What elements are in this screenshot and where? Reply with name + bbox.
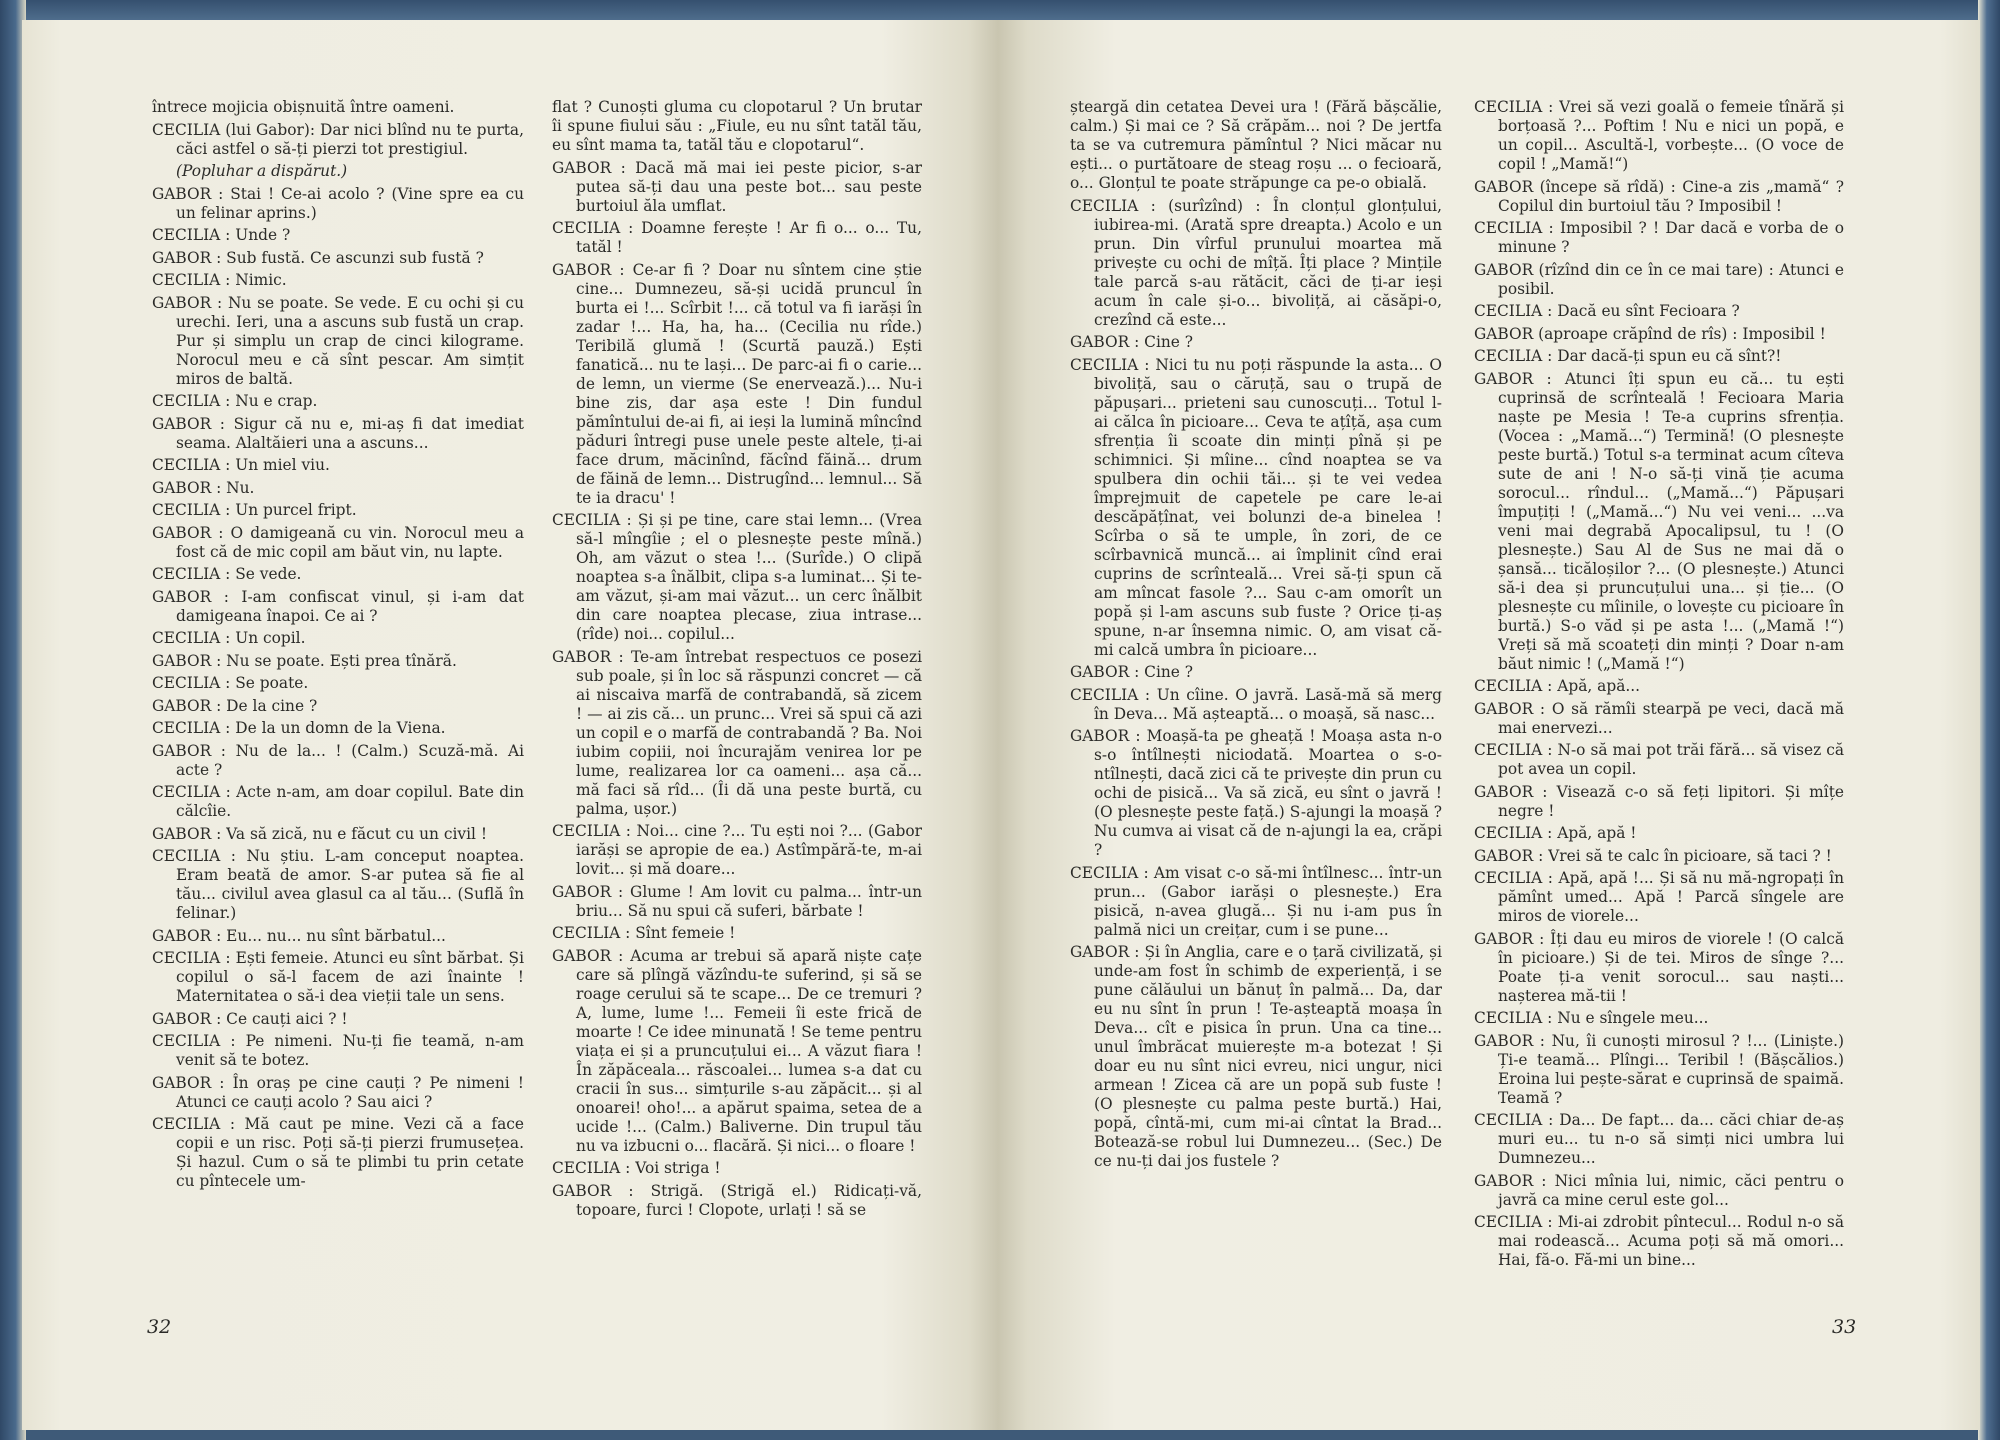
text-paragraph: GABOR : În oraș pe cine cauți ? Pe nimeni ! Atunci ce cauți acolo ? Sau aici ? bbox=[152, 1073, 524, 1111]
text-paragraph: CECILIA : Nu e crap. bbox=[152, 392, 318, 410]
right-page-column-1 bbox=[1070, 98, 1442, 1175]
text-paragraph: CECILIA : Noi... cine ?... Tu ești noi ?... (Gabor iarăși se apropie de ea.) Astîmpără-te, m-ai lovit... și mă doare... bbox=[552, 822, 922, 878]
text-paragraph: CECILIA : Nu e sîngele meu... bbox=[1474, 1009, 1709, 1027]
book-cover-top bbox=[0, 0, 2000, 22]
left-page-column-2 bbox=[552, 98, 922, 1223]
text-paragraph: GABOR : Și în Anglia, care e o țară civilizată, și unde-am fost în schimb de experiență, i se pune călăului un bănuț în palmă... Da, dar eu nu sînt în prun ! Te-așteaptă moașa în Deva... cît e pisica în prun. Una ca tine... unul îmbrăcat muierește m-a botezat ! Și doar eu nu sînt nici evreu, nici ungur, nici armean ! Zicea că are un popă sub fuste ! (O plesnește cu palma peste burtă.) Hai, popă, cîntă-mi, cum mi-ai cîntat la Brad... Botează-se robul lui Dumnezeu... (Sec.) De ce nu-ți dai jos fustele ? bbox=[1070, 943, 1442, 1170]
text-paragraph: GABOR : Nu se poate. Se vede. E cu ochi și cu urechi. Ieri, una a ascuns sub fustă un crap. Pur și simplu un crap de cinci kilograme. Norocul meu e că sînt pescar. Am simțit miros de baltă. bbox=[152, 293, 524, 388]
text-paragraph: CECILIA : Acte n-am, am doar copilul. Bate din călcîie. bbox=[152, 783, 524, 820]
text-paragraph: GABOR : Nu se poate. Ești prea tînără. bbox=[152, 651, 457, 670]
page-number: 32 bbox=[147, 1316, 172, 1338]
text-paragraph: CECILIA : Mă caut pe mine. Vezi că a face copii e un risc. Poți să-ți pierzi frumusețea. Și hazul. Cum o să te plimbi tu prin cetate cu pîntecele um- bbox=[152, 1115, 524, 1190]
text-paragraph: CECILIA : Un purcel fript. bbox=[152, 501, 357, 519]
text-paragraph: CECILIA : Nici tu nu poți răspunde la asta... O bivoliță, sau o căruță, sau o trupă de păpușari... prieteni sau cunoscuți... Totul l-ai călca în picioare... Ceva te ațîță, așa cum sfrențiа îi scoate din minți pînă și pe schimnici. Și mîine... cînd noaptea se va spulbera din ochii tăi... și te vei vedea împrejmuit de capetele pe care le-ai descăpățînat, vei bolunzi de-a binelea ! Scîrba o să te umple, în zori, de ce scîrbavnică muncă... ai împlinit cînd erai cuprins de scrînteală... Vrei să-ți spun că am mîncat fasole ?... Sau c-am omorît un popă și l-am ascuns sub fuste ? Orice ți-aș spune, n-ar însemna nimic. O, am visat că-mi calcă umbra în picioare... bbox=[1070, 355, 1442, 659]
text-paragraph: CECILIA : Nimic. bbox=[152, 271, 287, 289]
text-paragraph: GABOR : Acuma ar trebui să apară niște cațe care să plîngă văzîndu-te suferind, și să se roage cerului să te scape... De ce tremuri ? A, lume, lume !... Femeii îi este frică de moarte ! Ce idee minunată ! Se teme pentru viața ei și a pruncuțului ei... A văzut fiara ! În zăpăceala... răscoalei... lumea s-a dat cu cracii în sus... simțurile s-au zăpăcit... și al onoarei! oho!... a apărut spaima, setea de a ucide !... (Calm.) Baliverne. Din trupul tău nu va izbucni o... flacără. Și nici... o floare ! bbox=[552, 946, 922, 1155]
text-paragraph: CECILIA (lui Gabor): Dar nici blînd nu te purta, căci astfel o să-ți pierzi tot prestigiul. bbox=[152, 120, 524, 158]
text-paragraph: CECILIA : Mi-ai zdrobit pîntecul... Rodul n-o să mai rodească... Acuma poți să mă omori... Hai, fă-o. Fă-mi un bine... bbox=[1474, 1213, 1844, 1269]
text-paragraph: GABOR (rîzînd din ce în ce mai tare) : Atunci e posibil. bbox=[1474, 260, 1844, 298]
text-paragraph: CECILIA : Imposibil ? ! Dar dacă e vorba de o minune ? bbox=[1474, 219, 1844, 256]
text-paragraph: GABOR : Te-am întrebat respectuos ce posezi sub poale, și în loc să răspunzi concret — că ai niscaiva marfă de contrabandă, să zicem ! — ai zis că... un prunc... Vrei să spui că azi un copil e o marfă de contrabandă ? Ba. Noi iubim copiii, noi încurajăm venirea lor pe lume, realizarea lor ca oameni... așa că... mă faci să rîd... (Îi dă una peste burtă, cu palma, ușor.) bbox=[552, 647, 922, 818]
text-paragraph: GABOR (începe să rîdă) : Cine-a zis „mamă“ ? Copilul din burtoiul tău ? Imposibil ! bbox=[1474, 177, 1844, 215]
text-paragraph: CECILIA : Și și pe tine, care stai lemn... (Vrea să-l mîngîie ; el o plesnește peste mînă.) Oh, am văzut o stea !... (Surîde.) O clipă noaptea s-a înălbit, clipa s-a luminat... Și te-am văzut, și-am mai văzut... un cerc înălbit din care noaptea plecase, ziua intrase... (rîde) noi... copilul... bbox=[552, 511, 922, 643]
text-paragraph: GABOR : Sigur că nu e, mi-aș fi dat imediat seama. Alaltăieri una a ascuns... bbox=[152, 414, 524, 452]
text-paragraph: CECILIA : Ești femeie. Atunci eu sînt bărbat. Și copilul o să-l facem de azi înainte ! Maternitatea o să-i dea vieții tale un sens. bbox=[152, 949, 524, 1005]
text-paragraph: CECILIA : Sînt femeie ! bbox=[552, 924, 736, 942]
text-paragraph: CECILIA : N-o să mai pot trăi fără... să visez că pot avea un copil. bbox=[1474, 741, 1844, 778]
page-number: 33 bbox=[1832, 1316, 1857, 1338]
text-paragraph: GABOR : Nu, îi cunoști mirosul ? !... (Liniște.) Ți-e teamă... Plîngi... Teribil ! (Bășcălios.) Eroina lui pește-sărat e cuprinsă de spaimă. Teamă ? bbox=[1474, 1031, 1844, 1107]
left-page-column-1 bbox=[152, 98, 524, 1195]
text-paragraph: CECILIA : Se vede. bbox=[152, 565, 302, 583]
text-paragraph: CECILIA : Apă, apă ! bbox=[1474, 824, 1637, 842]
text-paragraph: GABOR : Strigă. (Strigă el.) Ridicați-vă, topoare, furci ! Clopote, urlați ! să se bbox=[552, 1181, 922, 1219]
text-paragraph: CECILIA : Dar dacă-ți spun eu că sînt?! bbox=[1474, 347, 1782, 365]
text-paragraph: GABOR : Sub fustă. Ce ascunzi sub fustă ? bbox=[152, 248, 484, 267]
text-paragraph: GABOR (aproape crăpînd de rîs) : Imposibil ! bbox=[1474, 324, 1826, 343]
text-paragraph: CECILIA : Voi striga ! bbox=[552, 1159, 721, 1177]
text-paragraph: GABOR : Cine ? bbox=[1070, 663, 1194, 681]
text-paragraph: CECILIA : Dacă eu sînt Fecioara ? bbox=[1474, 302, 1740, 320]
text-paragraph: GABOR : I-am confiscat vinul, și i-am dat damigeana înapoi. Ce ai ? bbox=[152, 587, 524, 625]
text-paragraph: GABOR : De la cine ? bbox=[152, 696, 318, 715]
text-paragraph: GABOR : Nici mînia lui, nimic, căci pentru o javră ca mine cerul este gol... bbox=[1474, 1171, 1844, 1209]
text-paragraph: CECILIA : Unde ? bbox=[152, 226, 291, 244]
text-paragraph: GABOR : Moașă-ta pe gheață ! Moașa asta n-o s-o întîlnești niciodată. Moartea o s-o-ntîlnești, dacă zici că te privește din prun cu ochi de pisică... Va să zică, eu sînt o javră ! (O plesnește peste față.) S-ajungi la moașă ? Nu cumva ai visat că de n-ajungi la ea, crăpi ? bbox=[1070, 727, 1442, 859]
text-paragraph: GABOR : Va să zică, nu e făcut cu un civil ! bbox=[152, 824, 488, 843]
text-paragraph: CECILIA : Apă, apă !... Și să nu mă-ngropați în pămînt umed... Apă ! Parcă sîngele are miros de viorele... bbox=[1474, 869, 1844, 925]
text-paragraph: GABOR : Ce-ar fi ? Doar nu sîntem cine știe cine... Dumnezeu, să-și ucidă pruncul în burta ei !... Scîrbit !... că totul va fi iarăși în zadar !... Ha, ha, ha... (Cecilia nu rîde.) Teribilă glumă ! (Scurtă pauză.) Ești fanatică... nu te lași... De parc-ai fi o carie... de lemn, un vierme (Se enervează.)... Nu-i bine zis, dar așa este ! Din fundul pămîntului de-ai fi, ai ieși la lumină mîncînd păduri întregi puse unele peste altele, ți-ai face drum, măcinînd, făcînd făină... drum de făină de lemn... Distrugînd... lemnul... Să te ia dracu' ! bbox=[552, 260, 922, 507]
right-page bbox=[998, 20, 1980, 1430]
text-paragraph: GABOR : Cine ? bbox=[1070, 333, 1194, 351]
text-paragraph: CECILIA : Se poate. bbox=[152, 674, 309, 692]
text-paragraph: flat ? Cunoști gluma cu clopotarul ? Un brutar îi spune fiului său : „Fiule, eu nu sînt tatăl tău, eu sînt mama ta, tatăl tău e clopotarul“. bbox=[552, 98, 922, 154]
text-paragraph: GABOR : O damigeană cu vin. Norocul meu a fost că de mic copil am băut vin, nu lapte. bbox=[152, 523, 524, 561]
text-paragraph: CECILIA : De la un domn de la Viena. bbox=[152, 719, 446, 737]
text-paragraph: GABOR : Vrei să te calc în picioare, să taci ? ! bbox=[1474, 846, 1832, 865]
text-paragraph: CECILIA : Nu știu. L-am conceput noaptea. Eram beată de amor. S-ar putea să fie al tău... civilul avea glasul ca al tău... (Suflă în felinar.) bbox=[152, 847, 524, 922]
text-paragraph: CECILIA : Un copil. bbox=[152, 629, 306, 647]
text-paragraph: GABOR : Atunci îți spun eu că... tu ești cuprinsă de scrînteală ! Fecioara Maria naște pe Mesia ! Te-a cuprins sfrenția. (Vocea : „Mamă...“) Termină! (O plesnește peste burtă.) Totul s-a terminat acum cîteva sute de ani ! N-o să-ți vină ție acuma sorocul... rîndul... („Mamă...“) Păpușari împuțiți ! („Mamă...“) Nu vei veni... ...va veni mai degrabă Apocalipsul, tu ! (O plesnește.) Sau Al de Sus ne mai dă o șansă... ticăloșilor ?... (O plesnește.) Atunci să-i dea și pruncuțului una... și ție... (O plesnește cu mîinile, o lovește cu picioare în burtă.) S-o văd și pe asta !... („Mamă !“) Vreți să mă scoateți din minți ? Doar n-am băut nimic ! („Mamă !“) bbox=[1474, 369, 1844, 673]
text-paragraph: GABOR : O să rămîi stearpă pe veci, dacă mă mai enervezi... bbox=[1474, 699, 1844, 737]
text-paragraph: CECILIA : Pe nimeni. Nu-ți fie teamă, n-am venit să te botez. bbox=[152, 1032, 524, 1069]
text-paragraph: șteargă din cetatea Devei ura ! (Fără bășcălie, calm.) Și mai ce ? Să crăpăm... noi ? De jertfa ta se va cutremura pămîntul ? Nici măcar nu ești... o purtătoare de steag roșu ... o fecioară, o... Glonțul te poate străpunge ca pe-o obială. bbox=[1070, 98, 1442, 192]
text-paragraph: CECILIA : Doamne ferește ! Ar fi o... o... Tu, tatăl ! bbox=[552, 219, 922, 256]
text-paragraph: întrece mojicia obișnuită între oameni. bbox=[152, 98, 455, 116]
text-paragraph: CECILIA : Un miel viu. bbox=[152, 456, 330, 474]
text-paragraph: GABOR : Stai ! Ce-ai acolo ? (Vine spre ea cu un felinar aprins.) bbox=[152, 184, 524, 222]
book-cover-right bbox=[1978, 0, 2000, 1440]
text-paragraph: GABOR : Eu... nu... nu sînt bărbatul... bbox=[152, 926, 446, 945]
text-paragraph: CECILIA : Un cîine. O javră. Lasă-mă să merg în Deva... Mă așteaptă... o moașă, să nasc... bbox=[1070, 685, 1442, 723]
text-paragraph: (Popluhar a dispărut.) bbox=[176, 162, 348, 180]
text-paragraph: GABOR : Nu. bbox=[152, 478, 255, 497]
text-paragraph: CECILIA : (surîzînd) : În clonțul glonțului, iubirea-mi. (Arată spre dreapta.) Acolo e un prun. Din vîrful prunului moartea mă privește cu ochi de mîță. Îți place ? Mințile tale parcă s-au rătăcit, căci de ți-ar ieși acum în cale și-o... bivoliță, ai căsăpi-o, crezînd că este... bbox=[1070, 196, 1442, 329]
left-page bbox=[22, 20, 998, 1430]
text-paragraph: GABOR : Visează c-o să feți lipitori. Și mîțe negre ! bbox=[1474, 782, 1844, 820]
text-paragraph: GABOR : Nu de la... ! (Calm.) Scuză-mă. Ai acte ? bbox=[152, 741, 524, 779]
text-paragraph: GABOR : Glume ! Am lovit cu palma... într-un briu... Să nu spui că suferi, bărbate ! bbox=[552, 882, 922, 920]
text-paragraph: CECILIA : Apă, apă... bbox=[1474, 677, 1641, 695]
text-paragraph: CECILIA : Da... De fapt... da... căci chiar de-aș muri eu... tu n-o să simți nici umbra lui Dumnezeu... bbox=[1474, 1111, 1844, 1167]
text-paragraph: GABOR : Dacă mă mai iei peste picior, s-ar putea să-ți dau una peste bot... sau peste burtoiul ăla umflat. bbox=[552, 158, 922, 215]
text-paragraph: GABOR : Ce cauți aici ? ! bbox=[152, 1009, 348, 1028]
text-paragraph: CECILIA : Vrei să vezi goală o femeie tînără și borțoasă ?... Poftim ! Nu e nici un popă, e un copil... Ascultă-l, vorbește... (O voce de copil ! „Mamă!“) bbox=[1474, 98, 1844, 173]
text-paragraph: CECILIA : Am visat c-o să-mi întîlnesc... într-un prun... (Gabor iarăși o plesnește.) Era pisică, n-avea glugă... Și nu i-am pus în palmă nici un creițar, cum i se pune... bbox=[1070, 863, 1442, 939]
text-paragraph: GABOR : Îți dau eu miros de viorele ! (O calcă în picioare.) Și de tei. Miros de sînge ?... Poate ți-a venit sorocul... sau naști... nașterea mă-tii ! bbox=[1474, 929, 1844, 1005]
right-page-column-2 bbox=[1474, 98, 1844, 1274]
